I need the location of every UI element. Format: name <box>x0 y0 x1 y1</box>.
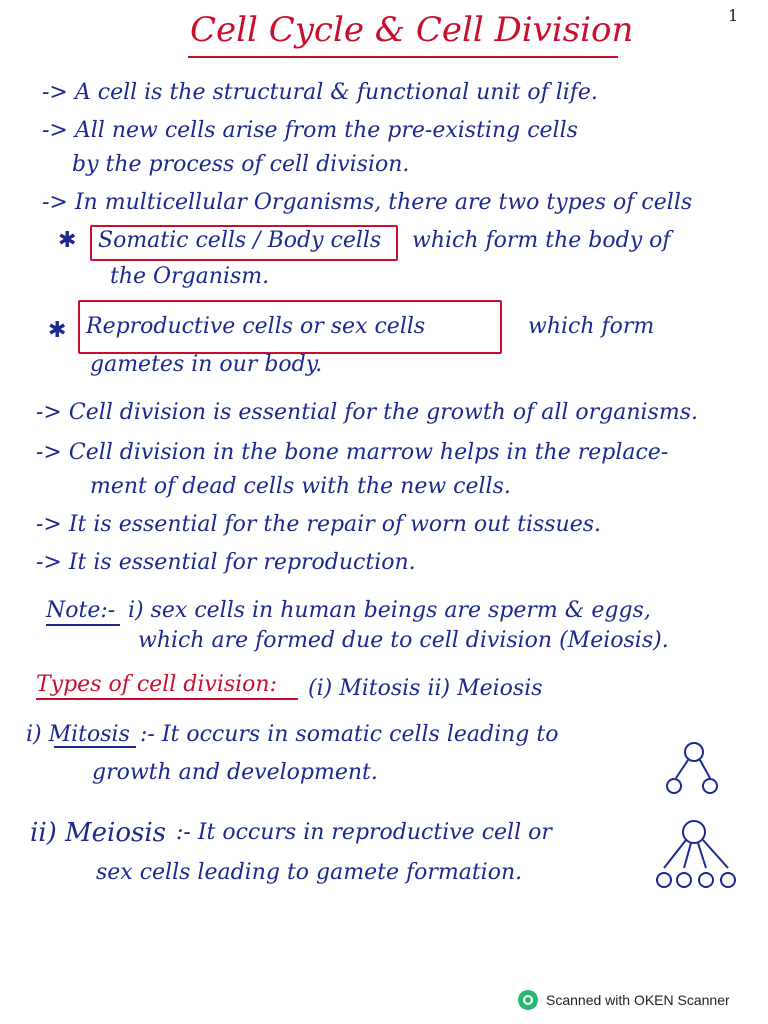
types-list: (i) Mitosis ii) Meiosis <box>308 676 543 701</box>
types-underline <box>36 698 298 700</box>
meiosis-text: :- It occurs in reproductive cell or <box>176 820 552 845</box>
point-new-cells-cont: by the process of cell division. <box>72 152 410 177</box>
mitosis-diagram <box>660 740 724 796</box>
somatic-cells-label: Somatic cells / Body cells <box>98 228 382 253</box>
page-number: 1 <box>728 6 739 25</box>
point-repair: -> It is essential for the repair of worn out tissues. <box>36 512 602 537</box>
note-underline <box>46 624 120 626</box>
reproductive-cells-desc: which form <box>528 314 655 339</box>
mitosis-text: :- It occurs in somatic cells leading to <box>140 722 559 747</box>
mitosis-text-cont: growth and development. <box>92 760 378 785</box>
reproductive-cells-desc-cont: gametes in our body. <box>90 352 323 377</box>
point-new-cells: -> All new cells arise from the pre-existing cells <box>42 118 578 143</box>
title-underline <box>188 56 618 58</box>
reproductive-cells-label: Reproductive cells or sex cells <box>86 314 426 339</box>
somatic-cells-desc: which form the body of <box>412 228 671 253</box>
mitosis-underline <box>54 746 136 748</box>
point-reproduction: -> It is essential for reproduction. <box>36 550 416 575</box>
page-title: Cell Cycle & Cell Division <box>190 10 634 50</box>
oken-logo-icon <box>518 990 538 1010</box>
note-line-1: i) sex cells in human beings are sperm & eggs, <box>128 598 651 623</box>
point-cell-unit: -> A cell is the structural & functional unit of life. <box>42 80 598 105</box>
note-label: Note:- <box>46 598 116 623</box>
types-heading: Types of cell division: <box>36 672 278 697</box>
scanner-text: Scanned with OKEN Scanner <box>546 992 730 1008</box>
mitosis-label: i) Mitosis <box>26 722 130 747</box>
meiosis-text-cont: sex cells leading to gamete formation. <box>96 860 523 885</box>
note-line-2: which are formed due to cell division (Meiosis). <box>138 628 669 653</box>
star-bullet: ✱ <box>58 228 77 253</box>
point-growth: -> Cell division is essential for the growth of all organisms. <box>36 400 698 425</box>
somatic-cells-desc-cont: the Organism. <box>110 264 270 289</box>
star-bullet: ✱ <box>48 318 67 343</box>
point-multicellular: -> In multicellular Organisms, there are two types of cells <box>42 190 693 215</box>
point-bone-marrow: -> Cell division in the bone marrow helps in the replace- <box>36 440 669 465</box>
point-bone-marrow-cont: ment of dead cells with the new cells. <box>90 474 511 499</box>
meiosis-diagram <box>652 818 742 892</box>
scanner-watermark <box>518 990 730 1010</box>
meiosis-label: ii) Meiosis <box>30 818 167 848</box>
